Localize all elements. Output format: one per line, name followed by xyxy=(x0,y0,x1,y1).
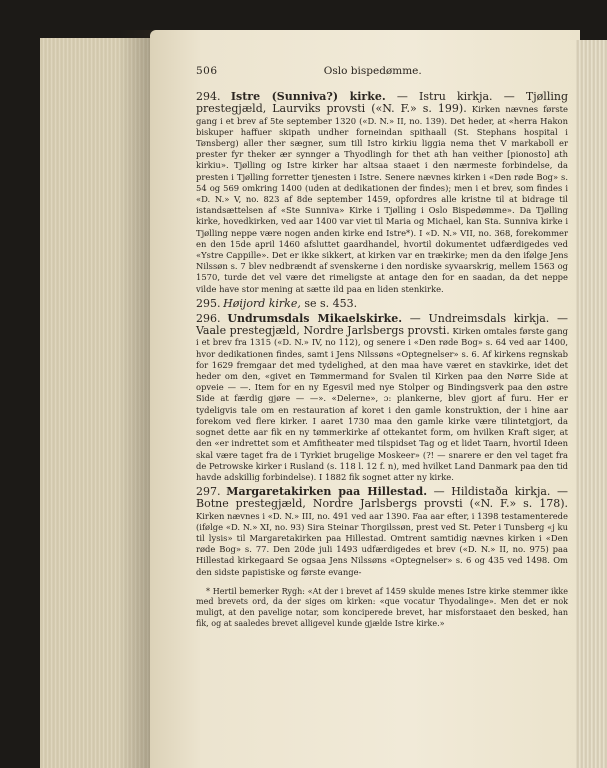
entry-body: Kirken nævnes i «D. N.» III, no. 491 ved aar 1390. Faa aar efter, i 1398 testamenterede (ifølge «D. N.» XI, no. 93) Sira Steinar Thorgilssøn, prest ved St. Peter i Tunsberg «j ku til lysis» til Margaretakirken paa Hillestad. Omtrent samtidig nævnes kirken i «Den røde Bog» s. 77. Den 20de juli 1493 udfærdigedes et brev («D. N.» II, no. 975) paa Hillestad kirkegaard Se ogsaa Jens Nilssøns «Optegnelser» s. 6 og 435 ved 1498. Om den sidste papistiske og første evange- xyxy=(196,510,568,577)
entry-297 xyxy=(196,486,568,578)
entry-body: Kirken omtales første gang i et brev fra 1315 («D. N.» IV, no 112), og senere i «Den røde Bog» s. 64 ved aar 1400, hvor dedikationen findes, samt i Jens Nilssøns «Optegnelser» s. 6. Af kirkens regnskab for 1629 fremgaar det med tydelighed, at den maa have været en stavkirke, idet det heder om den, «givet en Tømmermand for Svalen til Kirken paa den Nørre Side at opveie — —. Item for en ny Egesvil med nye Stolper og Bindingsverk paa den østre Side at færdig gjøre — —». «Delerne», ɔ: plankerne, blev gjort af furu. Her er tydeligvis tale om en restauration af koret i den gamle konstruktion, der i hine aar forekom ved flere kirker. I aaret 1730 maa den gamle kirke være tilintetgjort, da sognet dette aar fik en ny tømmerkirke af ottekantet form, om hvilken Kraft siger, at den «er indrettet som et Amfitheater med tilspidset Tag og et lidet Taarn, hvortil Ideen skal være taget fra de i Tyrkiet brugelige Moskeer» (?! — snarere er den vel taget fra de Petrowske kirker i Rusland (s. 118 l. 12 f. n), med hvilket Land Danmark paa den tid havde adskillig forbindelse). I 1882 fik sognet atter ny kirke. xyxy=(196,326,569,482)
entry-title: Høijord kirke, xyxy=(223,296,301,310)
footnote: * Hertil bemerker Rygh: «At der i brevet af 1459 skulde menes Istre kirke stemmer ikke med brevets ord, da der siges om kirken: «que vocatur Thyodalinge». Men det er nok muligt, at den pavelige notar, som konciperede brevet, har misforstaaet den besked, han fik, og at saaledes brevet alligevel kunde gjælde Istre kirke.» xyxy=(196,586,568,628)
page-number: 506 xyxy=(196,65,218,77)
book-page-edges-right xyxy=(576,40,607,768)
entry-body: Kirken nævnes første gang i et brev af 5te september 1320 («D. N.» II, no. 139). Det heder, at «herra Hakon biskuper haffuer skipath undher forneindan spithaall (St. Stephans hospital i Tønsberg) aller ther sægner, sum till Istro kirkiu liggia nema thet V markaboll er prester fyr theker ær synnger a Thyodlingh for thet ath han veither [pionosto] ath kirkiu». Tjølling og Istre kirker har altsaa staaet i den nærmeste forbindelse, da presten i Tjølling forretter tjenesten i Istre. Senere nævnes kirken i «Den røde Bog» s. 54 og 569 omkring 1400 (uden at dedikationen der findes); men i et brev, som findes i «D. N.» V, no. 823 af 8de september 1459, opfordres alle kristne til at bidrage til istandsættelsen af «Ste Sunniva» Kirke i Tjølling i Oslo Bispedømme». Da Tjølling kirke, hovedkirken, ved aar 1400 var viet til Maria og Michael, kan Sta. Sunniva kirke i Tjølling neppe være nogen anden kirke end Istre*). I «D. N.» VII, no. 368, forekommer en den 15de april 1460 afsluttet gaardhandel, hvortil dokumentet udfærdigedes ved «Ystre Cappille». Det er ikke sikkert, at kirken var en trækirke; men da den ifølge Jens Nilssøn s. 7 blev nedbrændt af svenskerne i den nordiske syvaarskrig, mellem 1563 og 1570, turde det vel være det rimeligste at antage den for en saadan, da det neppe vilde have stor mening at sætte ild paa en liden stenkirke. xyxy=(196,104,568,294)
entry-heading-rest: — Hildistaða kirkja. — Botne prestegjæld, Nordre Jarlsbergs provsti («N. F.» s. 178). xyxy=(196,485,568,511)
entry-heading-rest: — Undreimsdals kirkja. — Vaale prestegjæld, Nordre Jarlsbergs provsti. xyxy=(196,312,568,338)
entry-number: 297. xyxy=(196,485,221,499)
entry-296 xyxy=(196,313,568,483)
page-content xyxy=(196,66,568,637)
entry-title: Undrumsdals Mikaelskirke. xyxy=(227,312,403,326)
running-title: Oslo bispedømme. xyxy=(323,65,422,77)
entry-294 xyxy=(196,91,568,295)
entry-number: 294. xyxy=(196,90,221,104)
entry-number: 296. xyxy=(196,312,221,326)
entry-heading-rest: se s. 453. xyxy=(300,296,358,310)
entry-title: Margaretakirken paa Hillestad. xyxy=(226,485,428,499)
entry-295 xyxy=(196,298,568,310)
entry-title: Istre (Sunniva?) kirke. xyxy=(230,90,386,104)
entry-number: 295. xyxy=(196,296,221,310)
entry-heading-rest: — Istru kirkja. — Tjølling prestegjæld, Laurviks provsti («N. F.» s. 199). xyxy=(196,90,568,116)
running-head xyxy=(196,66,568,77)
